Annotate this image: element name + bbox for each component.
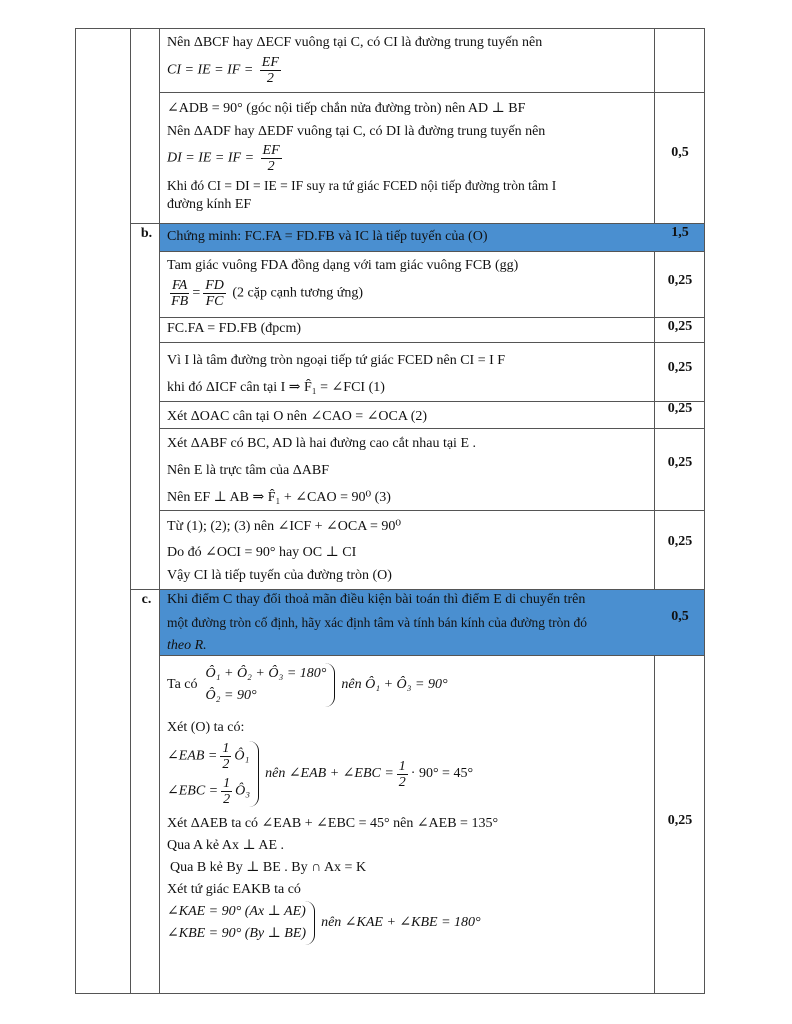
row-locus-proof <box>167 663 652 945</box>
fraction-half <box>397 759 408 790</box>
text-line: khi đó ΔICF cân tại I ⇒ F̂₁ = ∠FCI (1) <box>167 380 385 395</box>
section-b-header: Chứng minh: FC.FA = FD.FB và IC là tiếp tuyến của (O) <box>167 229 488 244</box>
section-label-c: c. <box>141 592 152 607</box>
equation-left: ∠EAB = <box>167 748 218 764</box>
system-1 <box>167 663 652 707</box>
frac-den: FB <box>171 294 189 309</box>
fraction-ef-2 <box>261 143 282 174</box>
frac-den: 2 <box>223 792 231 807</box>
fraction-half <box>221 776 232 807</box>
text-line: Nên ΔADF hay ΔEDF vuông tại C, có DI là đường trung tuyến nên <box>167 124 546 139</box>
text-line: Xét tứ giác EAKB ta có <box>167 882 301 897</box>
row-orthocenter <box>167 430 652 511</box>
text-line: Qua A kẻ Ax ⊥ AE . <box>167 838 284 853</box>
equation: ∠KAE = 90° (Ax ⊥ AE) <box>167 904 306 919</box>
score-cell: 0,5 <box>671 609 689 624</box>
frac-den: 2 <box>266 71 274 86</box>
score-cell: 0,25 <box>667 455 693 470</box>
row-isosceles-icf <box>167 347 652 401</box>
ratio-equation: $\frac{FA}{FB}$ = $\frac{FD}{FC}$ (2 cặp cạnh tương ứng) <box>171 278 364 309</box>
text-line: theo R. <box>167 638 207 653</box>
equation-right: Ô₃ <box>235 783 251 799</box>
row-di-median <box>167 97 652 213</box>
score-cell: 0,25 <box>667 273 693 288</box>
equation <box>167 741 250 772</box>
text-line: Từ (1); (2); (3) nên ∠ICF + ∠OCA = 90⁰ <box>167 519 402 534</box>
system-result-right: · 90° = 45° <box>410 766 474 781</box>
text-line: Vậy CI là tiếp tuyến của đường tròn (O) <box>167 568 392 583</box>
system-2 <box>167 741 652 807</box>
brace-group <box>206 663 336 707</box>
brace-group <box>167 741 259 807</box>
text-line: Xét ΔABF có BC, AD là hai đường cao cắt nhau tại E . <box>167 436 476 451</box>
frac-num: 1 <box>398 758 406 774</box>
ratio-note: (2 cặp cạnh tương ứng) <box>232 285 364 301</box>
row-divider <box>160 251 704 252</box>
col-divider-1 <box>130 29 131 993</box>
row-ci-median <box>167 31 652 86</box>
row-isosceles-oac: Xét ΔOAC cân tại O nên ∠CAO = ∠OCA (2) <box>167 409 428 424</box>
frac-num: 1 <box>222 741 230 756</box>
text-line: một đường tròn cố định, hãy xác định tâm và tính bán kính của đường tròn đó <box>167 615 587 630</box>
frac-num: EF <box>262 143 280 158</box>
system-result: nên ∠KAE + ∠KBE = 180° <box>321 915 481 930</box>
text-line: Nên EF ⊥ AB ⇒ F̂₁ + ∠CAO = 90⁰ (3) <box>167 490 391 505</box>
equation-left: CI = IE = IF = <box>167 62 254 78</box>
system-result: nên Ô₁ + Ô₃ = 90° <box>341 677 448 692</box>
equation: ∠KBE = 90° (By ⊥ BE) <box>167 926 307 941</box>
score-cell: 1,5 <box>671 225 689 240</box>
fraction-ef-2 <box>260 55 281 86</box>
equation-di <box>167 143 652 174</box>
equation: Ô₁ + Ô₂ + Ô₃ = 180° <box>205 666 327 681</box>
answer-table <box>75 28 705 994</box>
text-line: Do đó ∠OCI = 90° hay OC ⊥ CI <box>167 545 357 560</box>
equation-ci <box>167 55 652 86</box>
col-divider-3 <box>654 29 655 993</box>
text-line: Xét (O) ta có: <box>167 720 245 735</box>
frac-den: 2 <box>267 159 275 174</box>
text-line: Qua B kẻ By ⊥ BE . By ∩ Ax = K <box>170 860 367 875</box>
frac-den: FC <box>205 294 224 309</box>
equation <box>167 776 250 807</box>
score-cell: 0,25 <box>667 534 693 549</box>
text-line: đường kính EF <box>167 197 252 212</box>
fraction-fd-fc <box>203 278 226 309</box>
frac-num: EF <box>261 55 279 70</box>
frac-num: FD <box>205 278 224 293</box>
ta-co-label: Ta có <box>167 677 198 692</box>
text-line: Tam giác vuông FDA đồng dạng với tam giác vuông FCB (gg) <box>167 258 519 273</box>
frac-den: 2 <box>222 757 230 772</box>
text-line: ∠ADB = 90° (góc nội tiếp chắn nửa đường tròn) nên AD ⊥ BF <box>167 101 526 116</box>
row-divider <box>131 223 704 224</box>
row-divider <box>160 401 704 402</box>
text-line: Nên ΔBCF hay ΔECF vuông tại C, có CI là đường trung tuyến nên <box>167 35 543 50</box>
brace-group <box>167 901 315 945</box>
text-line: Khi điểm C thay đổi thoả mãn điều kiện bài toán thì điểm E di chuyển trên <box>167 592 586 607</box>
text-line: Xét ΔAEB ta có ∠EAB + ∠EBC = 45° nên ∠AEB = 135° <box>167 816 499 831</box>
equation-right: Ô₁ <box>234 748 250 764</box>
score-cell: 0,25 <box>667 401 693 416</box>
text-line: Khi đó CI = DI = IE = IF suy ra tứ giác FCED nội tiếp đường tròn tâm I <box>167 178 557 193</box>
row-divider <box>160 342 704 343</box>
row-product-equality: FC.FA = FD.FB (đpcm) <box>167 321 302 336</box>
fraction-fa-fb <box>170 278 189 309</box>
section-c-header <box>167 588 652 657</box>
score-cell: 0,5 <box>671 145 689 160</box>
text-line: Nên E là trực tâm của ΔABF <box>167 463 329 478</box>
frac-num: 1 <box>223 776 231 791</box>
row-tangent-conclusion <box>167 514 652 586</box>
col-divider-2 <box>159 29 160 993</box>
frac-den: 2 <box>398 774 406 790</box>
text-line: Vì I là tâm đường tròn ngoại tiếp tứ giác FCED nên CI = I F <box>167 353 506 368</box>
section-label-b: b. <box>140 226 153 241</box>
score-cell: 0,25 <box>667 360 693 375</box>
fraction-half <box>220 741 231 772</box>
equation: Ô₂ = 90° <box>205 688 257 703</box>
system-3 <box>167 901 652 945</box>
score-cell: 0,25 <box>667 813 693 828</box>
row-similar-triangles <box>167 254 652 309</box>
equation-left: ∠EBC = <box>167 783 219 799</box>
score-cell: 0,25 <box>667 319 693 334</box>
frac-num: FA <box>172 278 188 293</box>
row-divider <box>160 92 704 93</box>
equation-left: DI = IE = IF = <box>167 150 255 166</box>
system-result-left: nên ∠EAB + ∠EBC = <box>265 766 394 781</box>
